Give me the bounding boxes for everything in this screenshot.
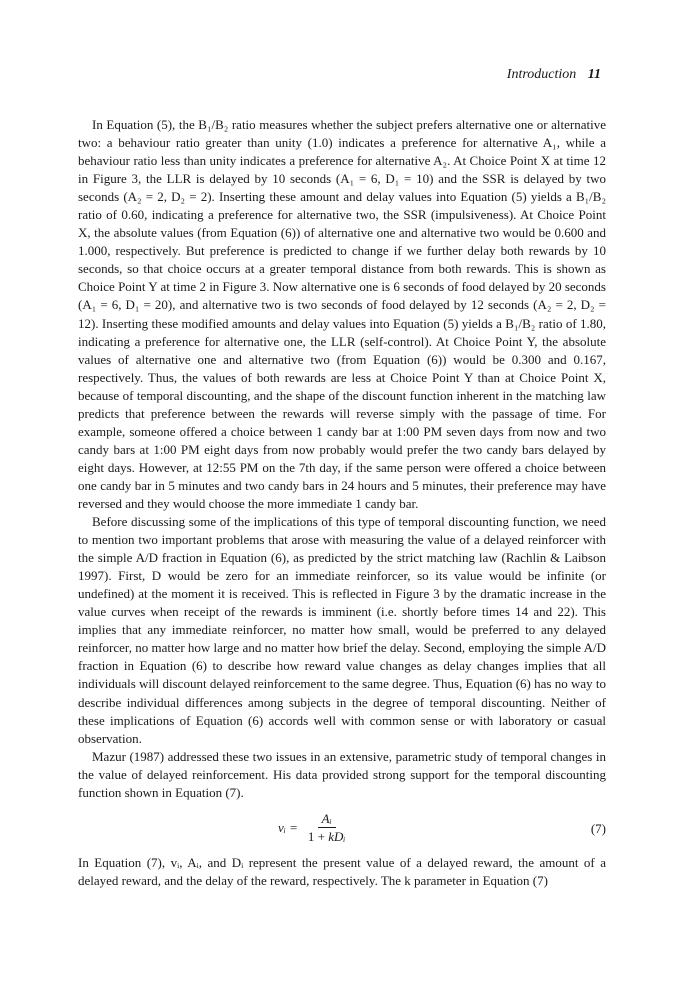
equation-denominator xyxy=(304,828,350,846)
body-text xyxy=(78,116,606,890)
running-head xyxy=(507,67,601,83)
page-number: 11 xyxy=(587,67,601,82)
equation-denominator-term: kDᵢ xyxy=(328,828,346,844)
running-head-title: Introduction xyxy=(506,67,577,82)
equation-fraction xyxy=(304,811,350,846)
paragraph: Before discussing some of the implications of this type of temporal discounting function, we need to mention two important problems that arose with measuring the value of a delayed reinforcer with the simple A/D fraction in Equation (6), as predicted by the strict matching law (Rachlin & Laibson 1997). First, D would be zero for an immediate reinforcer, so its value would be infinite (or undefined) at the moment it is received. This is reflected in Figure 3 by the dramatic increase in the value curves when receipt of the rewards is imminent (i.e. shortly before times 14 and 22). This implies that any immediate reinforcer, no matter how small, would be preferred to any delayed reinforcer, no matter how large and no matter how brief the delay. Second, employing the simple A/D fraction in Equation (6) to describe how reward value changes as delay changes implies that all individuals will discount delayed reinforcement to the same degree. Thus, Equation (6) has no way to describe individual differences among subjects in the degree of temporal discounting. Neither of these implications of Equation (6) accords well with common sense or with laboratory or casual observation. xyxy=(78,514,606,746)
equation-7 xyxy=(78,808,606,850)
paragraph: In Equation (5), the B₁/B₂ ratio measures whether the subject prefers alternative one or alternative two: a behaviour ratio greater than unity (1.0) indicates a preference for alternative A₁, while a behaviour ratio less than unity indicates a preference for alternative A₂. At Choice Point X at time 12 in Figure 3, the LLR is delayed by 10 seconds (A₁ = 6, D₁ = 10) and the SSR is delayed by two seconds (A₂ = 2, D₂ = 2). Inserting these amount and delay values into Equation (5) yields a B₁/B₂ ratio of 0.60, indicating a preference for alternative two, the SSR (impulsiveness). At Choice Point X, the absolute values (from Equation (6)) of alternative one and alternative two would be 0.600 and 1.000, respectively. But preference is predicted to change if we further delay both rewards by 10 seconds, so that choice occurs at a greater temporal distance from both rewards. This is shown as Choice Point Y at time 2 in Figure 3. Now alternative one is 6 seconds of food delayed by 20 seconds (A₁ = 6, D₁ = 20), and alternative two is two seconds of food delayed by 12 seconds (A₂ = 2, D₂ = 12). Inserting these modified amounts and delay values into Equation (5) yields a B₁/B₂ ratio of 1.80, indicating a preference for alternative one, the LLR (self-control). At Choice Point Y, the absolute values of alternative one and alternative two (from Equation (6)) would be 0.300 and 0.167, respectively. Thus, the values of both rewards are less at Choice Point Y than at Choice Point X, because of temporal discounting, and the shape of the discount function inherent in the matching law predicts that preference between the rewards will reverse simply with the passage of time. For example, someone offered a choice between 1 candy bar at 1:00 PM seven days from now and two candy bars at 1:00 PM eight days from now probably would prefer the two candy bars delayed by eight days. However, at 12:55 PM on the 7th day, if the same person were offered a choice between one candy bar in 5 minutes and two candy bars in 24 hours and 5 minutes, their preference may have reversed and they would choose the more immediate 1 candy bar. xyxy=(78,117,606,511)
equation-numerator: Aᵢ xyxy=(318,811,336,828)
equation-body xyxy=(278,811,349,846)
equation-denominator-prefix: 1 + xyxy=(307,828,329,844)
paragraph: Mazur (1987) addressed these two issues in an extensive, parametric study of temporal changes in the value of delayed reinforcement. His data provided strong support for the temporal discounting function shown in Equation (7). xyxy=(78,748,606,800)
equation-lhs: vᵢ = xyxy=(278,820,298,836)
paragraph: In Equation (7), vᵢ, Aᵢ, and Dᵢ represent the present value of a delayed reward, the amount of a delayed reward, and the delay of the reward, respectively. The k parameter in Equation (7) xyxy=(78,854,606,888)
equation-number: (7) xyxy=(590,820,606,836)
